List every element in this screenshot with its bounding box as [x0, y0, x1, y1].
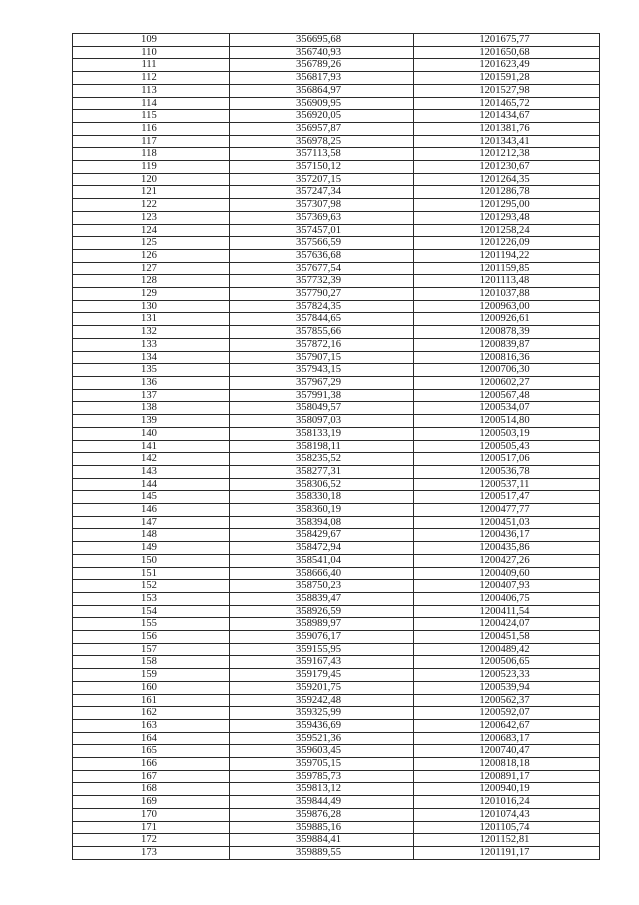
y-coordinate-cell: 1200411,54 [414, 605, 600, 618]
y-coordinate-cell: 1200517,47 [414, 491, 600, 504]
x-coordinate-cell: 357636,68 [230, 249, 414, 262]
point-number-cell: 136 [73, 376, 230, 389]
table-row [73, 440, 600, 453]
y-coordinate-cell: 1201212,38 [414, 148, 600, 161]
table-row [73, 237, 600, 250]
x-coordinate-cell: 358541,04 [230, 554, 414, 567]
point-number-cell: 172 [73, 834, 230, 847]
x-coordinate-cell: 356789,26 [230, 59, 414, 72]
y-coordinate-cell: 1200562,37 [414, 694, 600, 707]
y-coordinate-cell: 1200683,17 [414, 732, 600, 745]
point-number-cell: 160 [73, 681, 230, 694]
table-row [73, 72, 600, 85]
y-coordinate-cell: 1200818,18 [414, 758, 600, 771]
y-coordinate-cell: 1200926,61 [414, 313, 600, 326]
y-coordinate-cell: 1200451,03 [414, 516, 600, 529]
x-coordinate-cell: 357247,34 [230, 186, 414, 199]
point-number-cell: 124 [73, 224, 230, 237]
point-number-cell: 154 [73, 605, 230, 618]
table-row [73, 681, 600, 694]
table-row [73, 592, 600, 605]
x-coordinate-cell: 356740,93 [230, 46, 414, 59]
table-row [73, 34, 600, 47]
point-number-cell: 161 [73, 694, 230, 707]
coordinates-table [72, 33, 600, 860]
point-number-cell: 111 [73, 59, 230, 72]
y-coordinate-cell: 1201016,24 [414, 796, 600, 809]
y-coordinate-cell: 1200539,94 [414, 681, 600, 694]
table-row [73, 719, 600, 732]
x-coordinate-cell: 356817,93 [230, 72, 414, 85]
table-row [73, 707, 600, 720]
x-coordinate-cell: 358306,52 [230, 478, 414, 491]
y-coordinate-cell: 1200642,67 [414, 719, 600, 732]
point-number-cell: 173 [73, 847, 230, 860]
x-coordinate-cell: 359179,45 [230, 669, 414, 682]
point-number-cell: 134 [73, 351, 230, 364]
x-coordinate-cell: 357150,12 [230, 161, 414, 174]
table-row [73, 631, 600, 644]
point-number-cell: 142 [73, 453, 230, 466]
y-coordinate-cell: 1200706,30 [414, 364, 600, 377]
x-coordinate-cell: 359813,12 [230, 783, 414, 796]
y-coordinate-cell: 1200963,00 [414, 300, 600, 313]
y-coordinate-cell: 1200424,07 [414, 618, 600, 631]
y-coordinate-cell: 1200567,48 [414, 389, 600, 402]
x-coordinate-cell: 356909,95 [230, 97, 414, 110]
point-number-cell: 141 [73, 440, 230, 453]
table-row [73, 389, 600, 402]
table-row [73, 618, 600, 631]
y-coordinate-cell: 1200537,11 [414, 478, 600, 491]
y-coordinate-cell: 1201105,74 [414, 821, 600, 834]
table-row [73, 783, 600, 796]
table-row [73, 834, 600, 847]
x-coordinate-cell: 357844,65 [230, 313, 414, 326]
table-row [73, 326, 600, 339]
y-coordinate-cell: 1200505,43 [414, 440, 600, 453]
x-coordinate-cell: 359884,41 [230, 834, 414, 847]
y-coordinate-cell: 1201343,41 [414, 135, 600, 148]
table-row [73, 338, 600, 351]
x-coordinate-cell: 357943,15 [230, 364, 414, 377]
x-coordinate-cell: 358839,47 [230, 592, 414, 605]
point-number-cell: 150 [73, 554, 230, 567]
point-number-cell: 147 [73, 516, 230, 529]
table-row [73, 351, 600, 364]
y-coordinate-cell: 1200489,42 [414, 643, 600, 656]
point-number-cell: 148 [73, 529, 230, 542]
y-coordinate-cell: 1201113,48 [414, 275, 600, 288]
x-coordinate-cell: 358097,03 [230, 415, 414, 428]
table-row [73, 580, 600, 593]
y-coordinate-cell: 1200878,39 [414, 326, 600, 339]
table-row [73, 504, 600, 517]
table-row [73, 643, 600, 656]
y-coordinate-cell: 1201194,22 [414, 249, 600, 262]
y-coordinate-cell: 1200517,06 [414, 453, 600, 466]
point-number-cell: 146 [73, 504, 230, 517]
y-coordinate-cell: 1200534,07 [414, 402, 600, 415]
table-row [73, 402, 600, 415]
table-row [73, 770, 600, 783]
y-coordinate-cell: 1200409,60 [414, 567, 600, 580]
x-coordinate-cell: 356864,97 [230, 84, 414, 97]
point-number-cell: 151 [73, 567, 230, 580]
point-number-cell: 125 [73, 237, 230, 250]
point-number-cell: 168 [73, 783, 230, 796]
y-coordinate-cell: 1201159,85 [414, 262, 600, 275]
y-coordinate-cell: 1201527,98 [414, 84, 600, 97]
point-number-cell: 122 [73, 199, 230, 212]
point-number-cell: 166 [73, 758, 230, 771]
point-number-cell: 114 [73, 97, 230, 110]
x-coordinate-cell: 359885,16 [230, 821, 414, 834]
x-coordinate-cell: 359785,73 [230, 770, 414, 783]
x-coordinate-cell: 357991,38 [230, 389, 414, 402]
point-number-cell: 159 [73, 669, 230, 682]
table-row [73, 275, 600, 288]
x-coordinate-cell: 359167,43 [230, 656, 414, 669]
x-coordinate-cell: 359521,36 [230, 732, 414, 745]
y-coordinate-cell: 1201074,43 [414, 808, 600, 821]
point-number-cell: 157 [73, 643, 230, 656]
x-coordinate-cell: 357457,01 [230, 224, 414, 237]
y-coordinate-cell: 1200740,47 [414, 745, 600, 758]
table-row [73, 300, 600, 313]
x-coordinate-cell: 359242,48 [230, 694, 414, 707]
point-number-cell: 167 [73, 770, 230, 783]
y-coordinate-cell: 1201258,24 [414, 224, 600, 237]
point-number-cell: 164 [73, 732, 230, 745]
x-coordinate-cell: 359201,75 [230, 681, 414, 694]
x-coordinate-cell: 357967,29 [230, 376, 414, 389]
point-number-cell: 123 [73, 211, 230, 224]
table-row [73, 567, 600, 580]
point-number-cell: 130 [73, 300, 230, 313]
table-row [73, 745, 600, 758]
y-coordinate-cell: 1201264,35 [414, 173, 600, 186]
y-coordinate-cell: 1201591,28 [414, 72, 600, 85]
y-coordinate-cell: 1200435,86 [414, 542, 600, 555]
point-number-cell: 112 [73, 72, 230, 85]
table-row [73, 249, 600, 262]
x-coordinate-cell: 357790,27 [230, 288, 414, 301]
y-coordinate-cell: 1200406,75 [414, 592, 600, 605]
table-row [73, 97, 600, 110]
y-coordinate-cell: 1200436,17 [414, 529, 600, 542]
point-number-cell: 162 [73, 707, 230, 720]
table-row [73, 465, 600, 478]
point-number-cell: 158 [73, 656, 230, 669]
x-coordinate-cell: 357369,63 [230, 211, 414, 224]
x-coordinate-cell: 359844,49 [230, 796, 414, 809]
x-coordinate-cell: 358666,40 [230, 567, 414, 580]
x-coordinate-cell: 358133,19 [230, 427, 414, 440]
point-number-cell: 116 [73, 122, 230, 135]
table-row [73, 415, 600, 428]
y-coordinate-cell: 1201434,67 [414, 110, 600, 123]
x-coordinate-cell: 358198,11 [230, 440, 414, 453]
point-number-cell: 163 [73, 719, 230, 732]
table-row [73, 122, 600, 135]
table-row [73, 186, 600, 199]
table-row [73, 59, 600, 72]
x-coordinate-cell: 359603,45 [230, 745, 414, 758]
y-coordinate-cell: 1200891,17 [414, 770, 600, 783]
table-row [73, 669, 600, 682]
table-row [73, 808, 600, 821]
y-coordinate-cell: 1200523,33 [414, 669, 600, 682]
point-number-cell: 140 [73, 427, 230, 440]
y-coordinate-cell: 1200506,65 [414, 656, 600, 669]
x-coordinate-cell: 359076,17 [230, 631, 414, 644]
point-number-cell: 128 [73, 275, 230, 288]
point-number-cell: 133 [73, 338, 230, 351]
point-number-cell: 120 [73, 173, 230, 186]
table-row [73, 529, 600, 542]
y-coordinate-cell: 1200940,19 [414, 783, 600, 796]
y-coordinate-cell: 1200536,78 [414, 465, 600, 478]
table-row [73, 516, 600, 529]
x-coordinate-cell: 357566,59 [230, 237, 414, 250]
point-number-cell: 129 [73, 288, 230, 301]
point-number-cell: 131 [73, 313, 230, 326]
x-coordinate-cell: 358330,18 [230, 491, 414, 504]
table-row [73, 313, 600, 326]
x-coordinate-cell: 358989,97 [230, 618, 414, 631]
table-row [73, 694, 600, 707]
table-row [73, 376, 600, 389]
y-coordinate-cell: 1200427,26 [414, 554, 600, 567]
x-coordinate-cell: 356978,25 [230, 135, 414, 148]
y-coordinate-cell: 1201650,68 [414, 46, 600, 59]
y-coordinate-cell: 1201623,49 [414, 59, 600, 72]
point-number-cell: 135 [73, 364, 230, 377]
point-number-cell: 153 [73, 592, 230, 605]
table-row [73, 427, 600, 440]
point-number-cell: 139 [73, 415, 230, 428]
point-number-cell: 121 [73, 186, 230, 199]
table-row [73, 148, 600, 161]
x-coordinate-cell: 358926,59 [230, 605, 414, 618]
coordinates-table-body [73, 34, 600, 860]
y-coordinate-cell: 1200592,07 [414, 707, 600, 720]
point-number-cell: 155 [73, 618, 230, 631]
table-row [73, 262, 600, 275]
y-coordinate-cell: 1201381,76 [414, 122, 600, 135]
x-coordinate-cell: 357677,54 [230, 262, 414, 275]
x-coordinate-cell: 359155,95 [230, 643, 414, 656]
table-row [73, 211, 600, 224]
table-row [73, 847, 600, 860]
table-row [73, 656, 600, 669]
x-coordinate-cell: 358394,08 [230, 516, 414, 529]
x-coordinate-cell: 357907,15 [230, 351, 414, 364]
x-coordinate-cell: 357872,16 [230, 338, 414, 351]
table-row [73, 135, 600, 148]
point-number-cell: 119 [73, 161, 230, 174]
x-coordinate-cell: 357824,35 [230, 300, 414, 313]
y-coordinate-cell: 1200407,93 [414, 580, 600, 593]
point-number-cell: 113 [73, 84, 230, 97]
table-row [73, 46, 600, 59]
table-row [73, 554, 600, 567]
x-coordinate-cell: 359876,28 [230, 808, 414, 821]
y-coordinate-cell: 1201230,67 [414, 161, 600, 174]
y-coordinate-cell: 1200503,19 [414, 427, 600, 440]
y-coordinate-cell: 1201191,17 [414, 847, 600, 860]
point-number-cell: 170 [73, 808, 230, 821]
point-number-cell: 126 [73, 249, 230, 262]
y-coordinate-cell: 1201295,00 [414, 199, 600, 212]
point-number-cell: 110 [73, 46, 230, 59]
x-coordinate-cell: 359436,69 [230, 719, 414, 732]
x-coordinate-cell: 358429,67 [230, 529, 414, 542]
table-row [73, 542, 600, 555]
x-coordinate-cell: 358472,94 [230, 542, 414, 555]
point-number-cell: 165 [73, 745, 230, 758]
x-coordinate-cell: 356957,87 [230, 122, 414, 135]
point-number-cell: 118 [73, 148, 230, 161]
point-number-cell: 127 [73, 262, 230, 275]
x-coordinate-cell: 358750,23 [230, 580, 414, 593]
point-number-cell: 138 [73, 402, 230, 415]
point-number-cell: 117 [73, 135, 230, 148]
table-row [73, 491, 600, 504]
y-coordinate-cell: 1200477,77 [414, 504, 600, 517]
y-coordinate-cell: 1200514,80 [414, 415, 600, 428]
table-row [73, 224, 600, 237]
y-coordinate-cell: 1200602,27 [414, 376, 600, 389]
table-row [73, 288, 600, 301]
point-number-cell: 137 [73, 389, 230, 402]
point-number-cell: 144 [73, 478, 230, 491]
x-coordinate-cell: 358235,52 [230, 453, 414, 466]
table-row [73, 173, 600, 186]
table-row [73, 478, 600, 491]
point-number-cell: 115 [73, 110, 230, 123]
y-coordinate-cell: 1200816,36 [414, 351, 600, 364]
x-coordinate-cell: 357207,15 [230, 173, 414, 186]
y-coordinate-cell: 1201293,48 [414, 211, 600, 224]
x-coordinate-cell: 359889,55 [230, 847, 414, 860]
x-coordinate-cell: 358360,19 [230, 504, 414, 517]
x-coordinate-cell: 357732,39 [230, 275, 414, 288]
x-coordinate-cell: 358049,57 [230, 402, 414, 415]
x-coordinate-cell: 359325,99 [230, 707, 414, 720]
y-coordinate-cell: 1200839,87 [414, 338, 600, 351]
table-row [73, 796, 600, 809]
point-number-cell: 145 [73, 491, 230, 504]
y-coordinate-cell: 1201152,81 [414, 834, 600, 847]
x-coordinate-cell: 359705,15 [230, 758, 414, 771]
x-coordinate-cell: 356920,05 [230, 110, 414, 123]
point-number-cell: 143 [73, 465, 230, 478]
x-coordinate-cell: 357113,58 [230, 148, 414, 161]
table-row [73, 110, 600, 123]
table-row [73, 84, 600, 97]
table-row [73, 758, 600, 771]
y-coordinate-cell: 1201226,09 [414, 237, 600, 250]
table-row [73, 364, 600, 377]
y-coordinate-cell: 1201037,88 [414, 288, 600, 301]
point-number-cell: 149 [73, 542, 230, 555]
point-number-cell: 152 [73, 580, 230, 593]
x-coordinate-cell: 357855,66 [230, 326, 414, 339]
table-row [73, 199, 600, 212]
y-coordinate-cell: 1201465,72 [414, 97, 600, 110]
table-row [73, 821, 600, 834]
y-coordinate-cell: 1201675,77 [414, 34, 600, 47]
y-coordinate-cell: 1200451,58 [414, 631, 600, 644]
point-number-cell: 109 [73, 34, 230, 47]
point-number-cell: 156 [73, 631, 230, 644]
x-coordinate-cell: 357307,98 [230, 199, 414, 212]
y-coordinate-cell: 1201286,78 [414, 186, 600, 199]
point-number-cell: 171 [73, 821, 230, 834]
table-row [73, 453, 600, 466]
x-coordinate-cell: 358277,31 [230, 465, 414, 478]
point-number-cell: 169 [73, 796, 230, 809]
point-number-cell: 132 [73, 326, 230, 339]
table-row [73, 732, 600, 745]
table-row [73, 605, 600, 618]
table-row [73, 161, 600, 174]
x-coordinate-cell: 356695,68 [230, 34, 414, 47]
